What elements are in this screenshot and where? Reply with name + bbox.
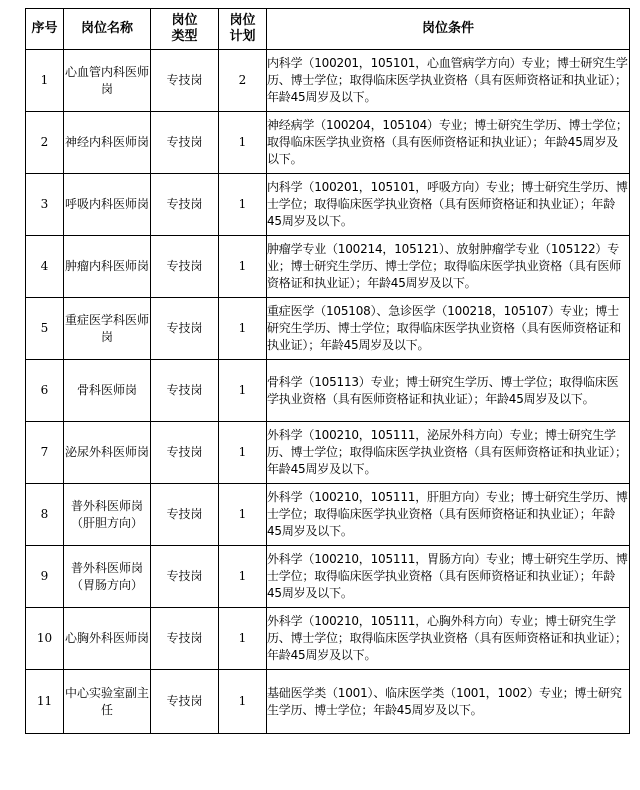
header-plan-label: 岗位计划 [229,13,256,44]
job-positions-table [25,8,630,734]
cell-no: 4 [26,236,64,298]
cell-type: 专技岗 [151,608,219,670]
cell-cond: 基础医学类（1001）、临床医学类（1001，1002）专业；博士研究生学历、博士学位；年龄45周岁及以下。 [267,670,630,734]
cell-name: 泌尿外科医师岗 [64,422,151,484]
cell-type: 专技岗 [151,298,219,360]
header-plan [219,9,267,50]
cell-no: 11 [26,670,64,734]
cell-name: 心胸外科医师岗 [64,608,151,670]
cell-name: 重症医学科医师岗 [64,298,151,360]
cell-plan: 1 [219,608,267,670]
table-row [26,50,630,112]
cell-cond: 重症医学（105108）、急诊医学（100218，105107）专业；博士研究生学历、博士学位；取得临床医学执业资格（具有医师资格证和执业证）；年龄45周岁及以下。 [267,298,630,360]
cell-plan: 1 [219,298,267,360]
cell-name: 骨科医师岗 [64,360,151,422]
cell-cond: 骨科学（105113）专业；博士研究生学历、博士学位；取得临床医学执业资格（具有医师资格证和执业证）；年龄45周岁及以下。 [267,360,630,422]
cell-plan: 1 [219,670,267,734]
cell-no: 6 [26,360,64,422]
header-type [151,9,219,50]
cell-type: 专技岗 [151,112,219,174]
table-row [26,112,630,174]
cell-no: 7 [26,422,64,484]
cell-no: 10 [26,608,64,670]
cell-no: 9 [26,546,64,608]
cell-plan: 1 [219,484,267,546]
cell-no: 8 [26,484,64,546]
cell-name: 肿瘤内科医师岗 [64,236,151,298]
cell-cond: 肿瘤学专业（100214，105121）、放射肿瘤学专业（105122）专业；博士研究生学历、博士学位；取得临床医学执业资格（具有医师资格证和执业证）；年龄45周岁及以下。 [267,236,630,298]
cell-plan: 1 [219,422,267,484]
cell-type: 专技岗 [151,484,219,546]
header-type-label: 岗位类型 [171,13,198,44]
cell-type: 专技岗 [151,236,219,298]
table-row [26,236,630,298]
cell-no: 2 [26,112,64,174]
cell-no: 5 [26,298,64,360]
cell-name: 普外科医师岗（肝胆方向） [64,484,151,546]
table-row [26,484,630,546]
cell-plan: 1 [219,546,267,608]
cell-name: 普外科医师岗（胃肠方向） [64,546,151,608]
table-row [26,670,630,734]
table-row [26,360,630,422]
cell-type: 专技岗 [151,174,219,236]
cell-plan: 1 [219,360,267,422]
cell-name: 神经内科医师岗 [64,112,151,174]
cell-cond: 外科学（100210，105111，胃肠方向）专业；博士研究生学历、博士学位；取得临床医学执业资格（具有医师资格证和执业证）；年龄45周岁及以下。 [267,546,630,608]
cell-cond: 内科学（100201，105101，心血管病学方向）专业；博士研究生学历、博士学位；取得临床医学执业资格（具有医师资格证和执业证）；年龄45周岁及以下。 [267,50,630,112]
cell-cond: 外科学（100210，105111，心胸外科方向）专业；博士研究生学历、博士学位；取得临床医学执业资格（具有医师资格证和执业证）；年龄45周岁及以下。 [267,608,630,670]
table-row [26,174,630,236]
table-header-row [26,9,630,50]
header-cond: 岗位条件 [267,9,630,50]
table-row [26,608,630,670]
cell-cond: 神经病学（100204，105104）专业；博士研究生学历、博士学位；取得临床医学执业资格（具有医师资格证和执业证）；年龄45周岁及以下。 [267,112,630,174]
cell-type: 专技岗 [151,670,219,734]
cell-name: 呼吸内科医师岗 [64,174,151,236]
table-row [26,298,630,360]
cell-name: 心血管内科医师岗 [64,50,151,112]
table-row [26,422,630,484]
cell-plan: 1 [219,174,267,236]
cell-type: 专技岗 [151,422,219,484]
cell-no: 3 [26,174,64,236]
cell-cond: 外科学（100210，105111，泌尿外科方向）专业；博士研究生学历、博士学位；取得临床医学执业资格（具有医师资格证和执业证）；年龄45周岁及以下。 [267,422,630,484]
cell-plan: 2 [219,50,267,112]
cell-plan: 1 [219,236,267,298]
header-no: 序号 [26,9,64,50]
cell-type: 专技岗 [151,50,219,112]
cell-plan: 1 [219,112,267,174]
cell-cond: 外科学（100210，105111，肝胆方向）专业；博士研究生学历、博士学位；取得临床医学执业资格（具有医师资格证和执业证）；年龄45周岁及以下。 [267,484,630,546]
cell-no: 1 [26,50,64,112]
cell-type: 专技岗 [151,546,219,608]
header-name: 岗位名称 [64,9,151,50]
cell-type: 专技岗 [151,360,219,422]
cell-cond: 内科学（100201，105101，呼吸方向）专业；博士研究生学历、博士学位；取得临床医学执业资格（具有医师资格证和执业证）；年龄45周岁及以下。 [267,174,630,236]
cell-name: 中心实验室副主任 [64,670,151,734]
table-row [26,546,630,608]
